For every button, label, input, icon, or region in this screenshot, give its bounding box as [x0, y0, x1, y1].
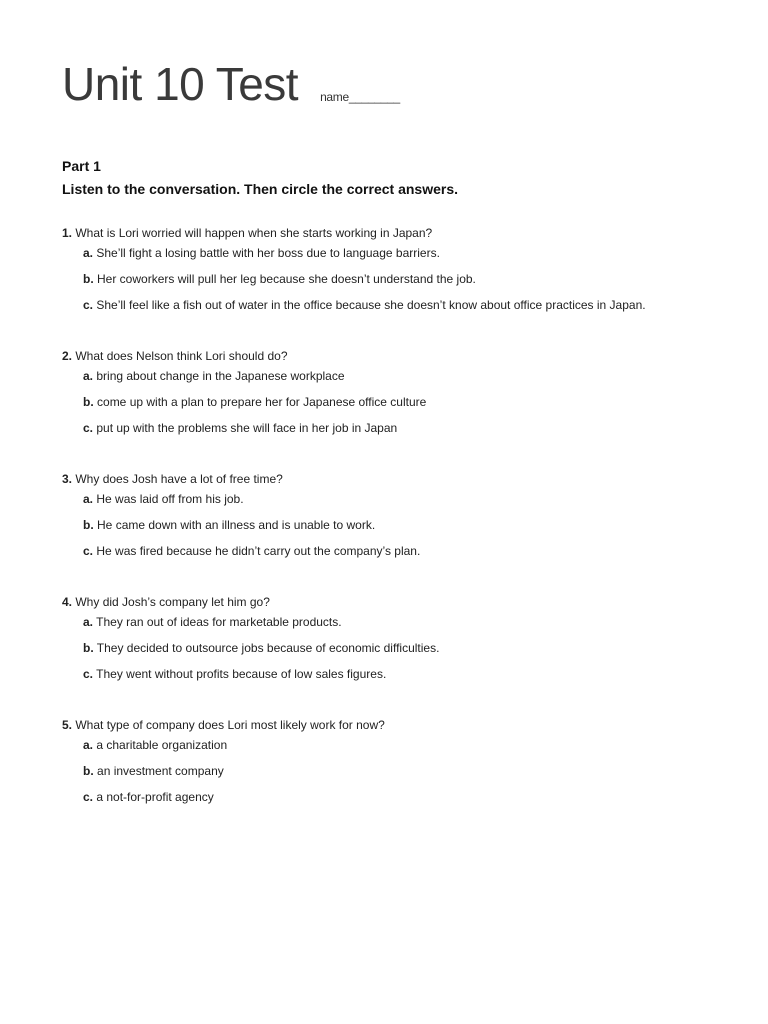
answer-option-a[interactable] — [83, 736, 742, 762]
option-letter: a. — [83, 369, 94, 383]
option-text: He was fired because he didn’t carry out the company’s plan. — [96, 544, 421, 558]
option-text: He came down with an illness and is unable to work. — [97, 518, 376, 532]
question-3 — [62, 470, 742, 568]
option-text: come up with a plan to prepare her for Japanese office culture — [97, 395, 427, 409]
part-label: Part 1 — [62, 158, 101, 174]
option-letter: c. — [83, 298, 94, 312]
option-letter: c. — [83, 421, 94, 435]
question-text: Why did Josh’s company let him go? — [75, 595, 270, 609]
option-letter: c. — [83, 790, 94, 804]
option-letter: b. — [83, 518, 94, 532]
name-field: name________ — [320, 90, 400, 104]
option-text: bring about change in the Japanese workplace — [96, 369, 345, 383]
question-number: 3. — [62, 472, 73, 486]
part-instructions: Listen to the conversation. Then circle the correct answers. — [62, 181, 459, 197]
question-text: Why does Josh have a lot of free time? — [75, 472, 283, 486]
answer-option-b[interactable] — [83, 270, 742, 296]
question-stem — [62, 593, 742, 613]
question-number: 4. — [62, 595, 73, 609]
question-stem — [62, 224, 742, 244]
option-text: She’ll feel like a fish out of water in the office because she doesn’t know about office practices in Japan. — [96, 298, 646, 312]
option-letter: b. — [83, 641, 94, 655]
option-text: a charitable organization — [96, 738, 228, 752]
question-text: What does Nelson think Lori should do? — [75, 349, 288, 363]
question-number: 2. — [62, 349, 73, 363]
option-text: She’ll fight a losing battle with her boss due to language barriers. — [96, 246, 440, 260]
question-number: 5. — [62, 718, 73, 732]
option-letter: b. — [83, 272, 94, 286]
answer-option-b[interactable] — [83, 393, 742, 419]
answer-option-a[interactable] — [83, 244, 742, 270]
question-4 — [62, 593, 742, 691]
answer-option-a[interactable] — [83, 367, 742, 393]
question-list — [62, 224, 742, 839]
option-letter: a. — [83, 492, 94, 506]
answer-option-a[interactable] — [83, 613, 742, 639]
answer-option-c[interactable] — [83, 296, 742, 322]
option-letter: b. — [83, 395, 94, 409]
question-2 — [62, 347, 742, 445]
question-5 — [62, 716, 742, 814]
question-1 — [62, 224, 742, 322]
option-text: a not-for-profit agency — [96, 790, 214, 804]
question-stem — [62, 470, 742, 490]
question-stem — [62, 716, 742, 736]
option-letter: a. — [83, 615, 94, 629]
option-text: They went without profits because of low sales figures. — [96, 667, 387, 681]
option-text: They ran out of ideas for marketable products. — [96, 615, 342, 629]
part-section — [62, 156, 458, 199]
answer-option-c[interactable] — [83, 665, 742, 691]
answer-option-b[interactable] — [83, 639, 742, 665]
question-stem — [62, 347, 742, 367]
question-number: 1. — [62, 226, 73, 240]
answer-option-c[interactable] — [83, 542, 742, 568]
option-text: He was laid off from his job. — [96, 492, 244, 506]
option-letter: a. — [83, 738, 94, 752]
option-letter: b. — [83, 764, 94, 778]
question-text: What is Lori worried will happen when she starts working in Japan? — [75, 226, 433, 240]
option-letter: a. — [83, 246, 94, 260]
answer-option-b[interactable] — [83, 516, 742, 542]
option-text: put up with the problems she will face in her job in Japan — [96, 421, 398, 435]
page-header — [62, 56, 400, 112]
answer-option-b[interactable] — [83, 762, 742, 788]
option-letter: c. — [83, 544, 94, 558]
answer-option-c[interactable] — [83, 419, 742, 445]
option-text: an investment company — [97, 764, 224, 778]
option-letter: c. — [83, 667, 94, 681]
question-text: What type of company does Lori most likely work for now? — [75, 718, 385, 732]
answer-option-a[interactable] — [83, 490, 742, 516]
option-text: Her coworkers will pull her leg because she doesn’t understand the job. — [97, 272, 476, 286]
answer-option-c[interactable] — [83, 788, 742, 814]
page-title: Unit 10 Test — [62, 58, 299, 110]
option-text: They decided to outsource jobs because of economic difficulties. — [96, 641, 440, 655]
